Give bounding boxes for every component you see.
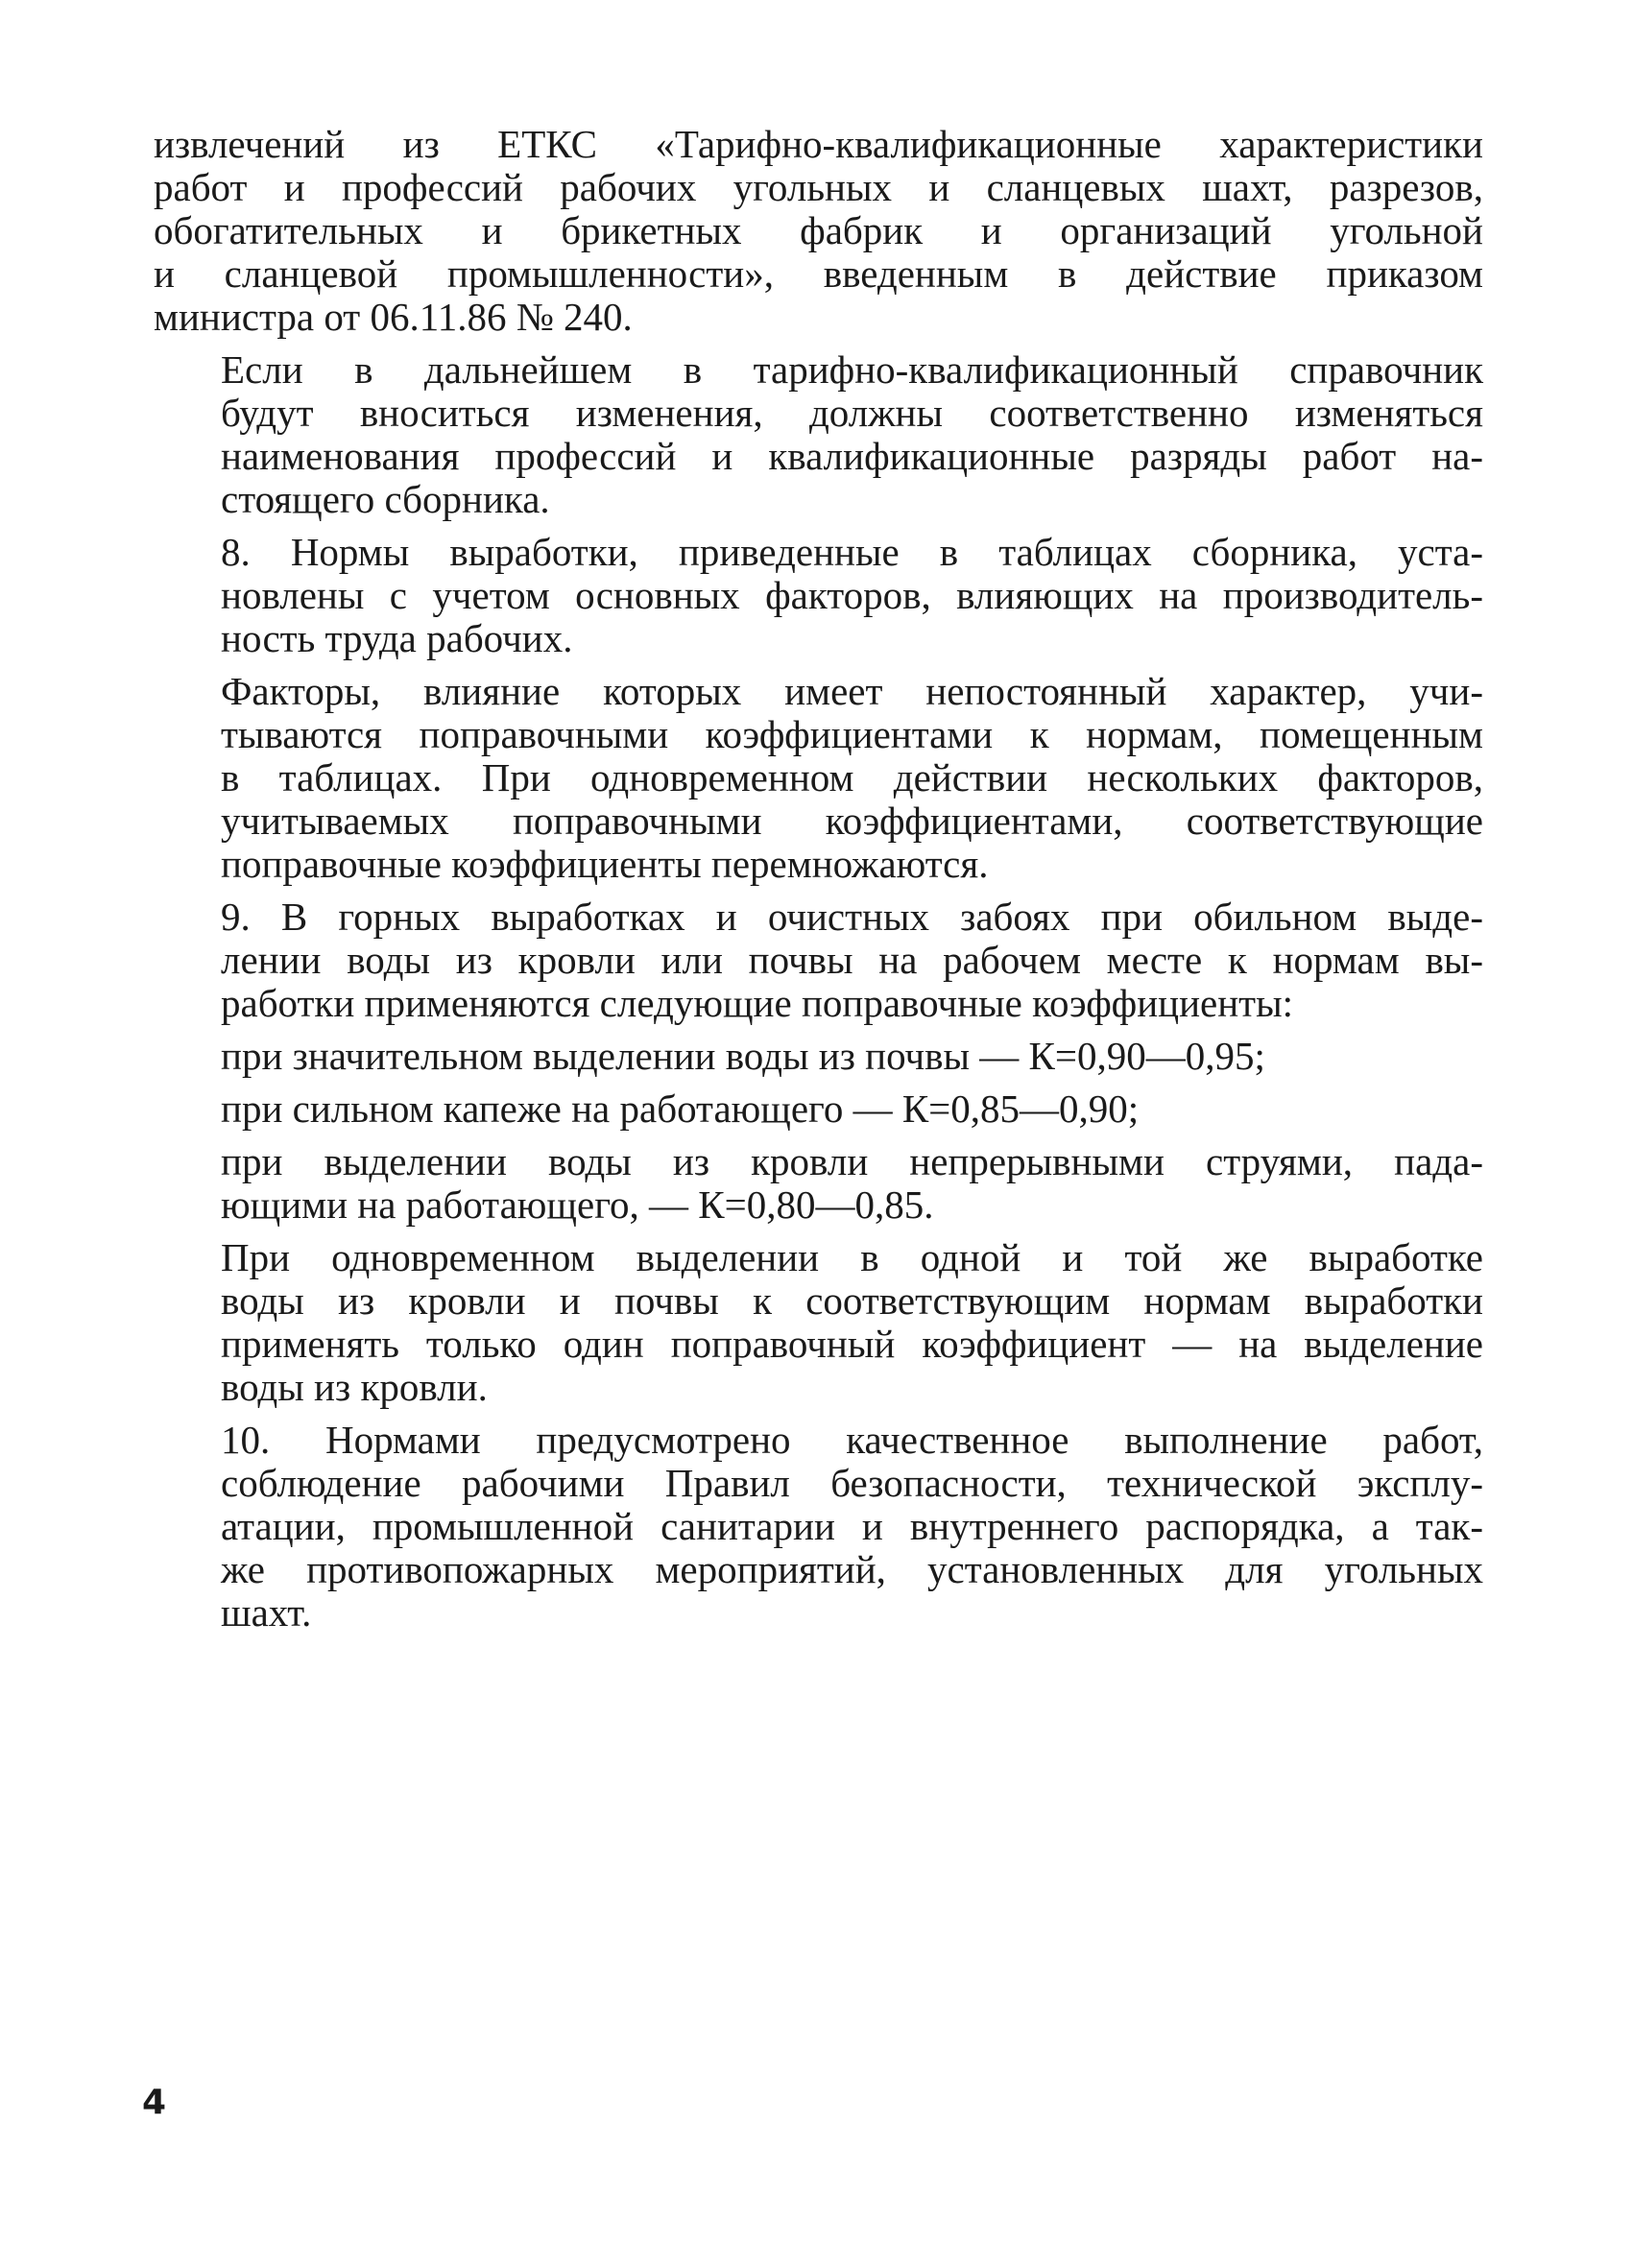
- paragraph-simultaneous-water: [154, 1236, 1483, 1409]
- text-line: Факторы, влияние которых имеет непостоянный характер, учи-: [221, 669, 1483, 713]
- text-line: поправочные коэффициенты перемножаются.: [221, 842, 989, 886]
- text-line: при сильном капеже на работающего — К=0,85—0,90;: [221, 1086, 1140, 1131]
- paragraph-factor-roof-streams: [154, 1140, 1483, 1227]
- paragraph-correction-factors: [154, 670, 1483, 886]
- text-line: при выделении воды из кровли непрерывными струями, пада-: [221, 1139, 1483, 1183]
- text-line: 8. Нормы выработки, приведенные в таблицах сборника, уста-: [221, 530, 1483, 574]
- text-line: ность труда рабочих.: [221, 616, 573, 660]
- paragraph-item-8: [154, 531, 1483, 660]
- text-line: будут вноситься изменения, должны соответственно изменяться: [221, 391, 1483, 435]
- text-line: и сланцевой промышленности», введенным в действие приказом: [154, 251, 1483, 296]
- text-line: тываются поправочными коэффициентами к нормам, помещенным: [221, 712, 1483, 756]
- text-line: Если в дальнейшем в тарифно-квалификационный справочник: [221, 347, 1483, 392]
- text-line: шахт.: [221, 1590, 312, 1635]
- text-line: применять только один поправочный коэффициент — на выделение: [221, 1322, 1483, 1366]
- text-line: работ и профессий рабочих угольных и сланцевых шахт, разрезов,: [154, 165, 1483, 209]
- text-line: обогатительных и брикетных фабрик и организаций угольной: [154, 208, 1483, 252]
- paragraph-item-10: [154, 1419, 1483, 1635]
- paragraph-etks-reference: [154, 123, 1483, 339]
- text-line: наименования профессий и квалификационные разряды работ на-: [221, 434, 1483, 478]
- text-line: учитываемых поправочными коэффициентами, соответствующие: [221, 799, 1483, 843]
- text-line: министра от 06.11.86 № 240.: [154, 295, 633, 339]
- text-line: извлечений из ЕТКС «Тарифно-квалификационные характеристики: [154, 122, 1483, 166]
- text-line: соблюдение рабочими Правил безопасности, технической эксплу-: [221, 1461, 1483, 1505]
- text-line: лении воды из кровли или почвы на рабочем месте к нормам вы-: [221, 938, 1483, 982]
- page-body: [154, 123, 1483, 1644]
- text-line: При одновременном выделении в одной и той же выработке: [221, 1235, 1483, 1279]
- text-line: работки применяются следующие поправочные коэффициенты:: [221, 981, 1294, 1025]
- text-line: воды из кровли.: [221, 1365, 488, 1409]
- text-line: атации, промышленной санитарии и внутреннего распорядка, а так-: [221, 1504, 1483, 1548]
- text-line: 10. Нормами предусмотрено качественное выполнение работ,: [221, 1418, 1483, 1462]
- paragraph-reference-changes: [154, 348, 1483, 521]
- text-line: при значительном выделении воды из почвы — К=0,90—0,95;: [221, 1034, 1265, 1078]
- paragraph-factor-dripping: [154, 1087, 1483, 1131]
- text-line: 9. В горных выработках и очистных забоях при обильном выде-: [221, 895, 1483, 939]
- text-line: ющими на работающего, — К=0,80—0,85.: [221, 1182, 934, 1227]
- text-line: новлены с учетом основных факторов, влияющих на производитель-: [221, 573, 1483, 617]
- page-number: 4: [142, 2083, 167, 2122]
- text-line: стоящего сборника.: [221, 477, 550, 521]
- paragraph-factor-soil-water: [154, 1035, 1483, 1078]
- text-line: же противопожарных мероприятий, установленных для угольных: [221, 1547, 1483, 1591]
- text-line: воды из кровли и почвы к соответствующим нормам выработки: [221, 1278, 1483, 1323]
- paragraph-item-9: [154, 895, 1483, 1025]
- text-line: в таблицах. При одновременном действии нескольких факторов,: [221, 755, 1483, 800]
